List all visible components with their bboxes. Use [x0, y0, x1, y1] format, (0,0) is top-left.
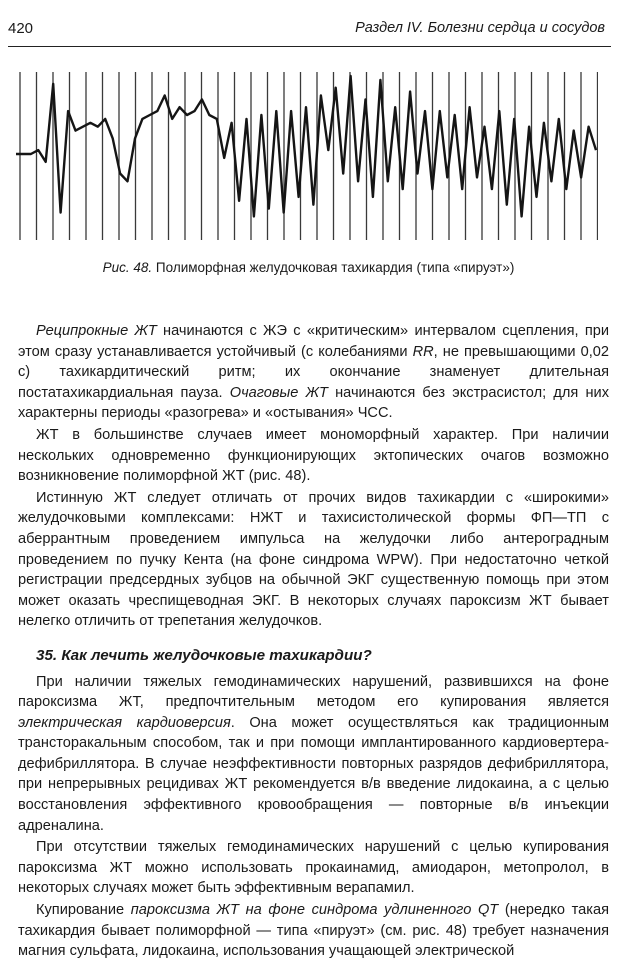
text-run: , не превышающими 0,02 с) тахикардитический ритм; их окончание знаменует длительная постатахикардиальная пауза.: [18, 343, 609, 401]
term-focal-vt: Очаговые ЖТ: [229, 384, 328, 401]
paragraph-cardioversion: [18, 672, 609, 837]
running-head: Раздел IV. Болезни сердца и сосудов: [355, 20, 605, 36]
text-run: начинаются без экстрасистол; для них характерны периоды «разогрева» и «остывания» ЧСС.: [18, 384, 609, 422]
text-run: Купирование: [36, 902, 131, 919]
text-run: . Она может осуществляться как традиционным трансторакальным способом, так и при помощи имплантированного кардиовертера-дефибриллятора. В случае неэффективности повторных разрядов дефибриллятора, при непрерывных рецидивах ЖТ рекомендуется в/в введение лидокаина, а с целью восстановления эффективного кровообращения — повторные в/в инъекции адреналина.: [18, 714, 609, 834]
page-header: [8, 18, 611, 47]
term-reciprocal-vt: Реципрокные ЖТ: [36, 323, 157, 339]
text-run: начинаются с ЖЭ с «критическим» интервалом сцепления, при этом сразу устанавливается устойчивый (с колебаниями: [18, 323, 609, 360]
page-number: 420: [8, 20, 34, 37]
figure-caption: [0, 260, 617, 275]
paragraph-monomorphic: ЖТ в большинстве случаев имеет мономорфный характер. При наличии нескольких одновременно функционирующих эктопических очагов возможно возникновение полиморфной ЖТ (рис. 48).: [18, 426, 609, 485]
text-run: При наличии тяжелых гемодинамических нарушений, развившихся на фоне пароксизма ЖТ, предпочтительным методом его купирования является: [18, 673, 609, 711]
figure-caption-text: Полиморфная желудочковая тахикардия (типа «пируэт»): [152, 260, 515, 275]
section-title: 35. Как лечить желудочковые тахикардии?: [36, 646, 372, 664]
text-run: (нередко такая тахикардия бывает полиморфной — типа «пируэт» (см. рис. 48) требует назначения магния сульфата, лидокаина, использования учащающей электрической: [18, 902, 609, 960]
paragraph-long-qt: [18, 900, 609, 962]
term-rr: RR: [412, 343, 434, 360]
term-long-qt: пароксизма ЖТ на фоне синдрома удлиненного QT: [130, 902, 499, 919]
term-electric-cardioversion: электрическая кардиоверсия: [18, 714, 231, 731]
figure-caption-label: Рис. 48.: [102, 260, 153, 275]
article-body: [18, 321, 609, 963]
ecg-trace-icon: [14, 66, 598, 246]
paragraph-drugs: При отсутствии тяжелых гемодинамических нарушений с целью купирования пароксизма ЖТ можно использовать прокаинамид, амиодарон, метопролол, в некоторых случаях может быть эффективным верапамил.: [18, 839, 609, 897]
ecg-figure: [14, 66, 598, 246]
paragraph-reciprocal-vt: [18, 321, 609, 424]
paragraph-differential: Истинную ЖТ следует отличать от прочих видов тахикардии с «широкими» желудочковыми комплексами: НЖТ и тахисистолической формы ФП—ТП с аберрантным проведением импульса на желудочки либо антероградным проведением по пучку Кента (на фоне синдрома WPW). При недостаточно четкой регистрации предсердных зубцов на обычной ЭКГ существенную помощь при этом может оказать чреспищеводная ЭКГ. В некоторых случаях пароксизм ЖТ бывает нелегко отличить от трепетания желудочков.: [18, 489, 609, 630]
